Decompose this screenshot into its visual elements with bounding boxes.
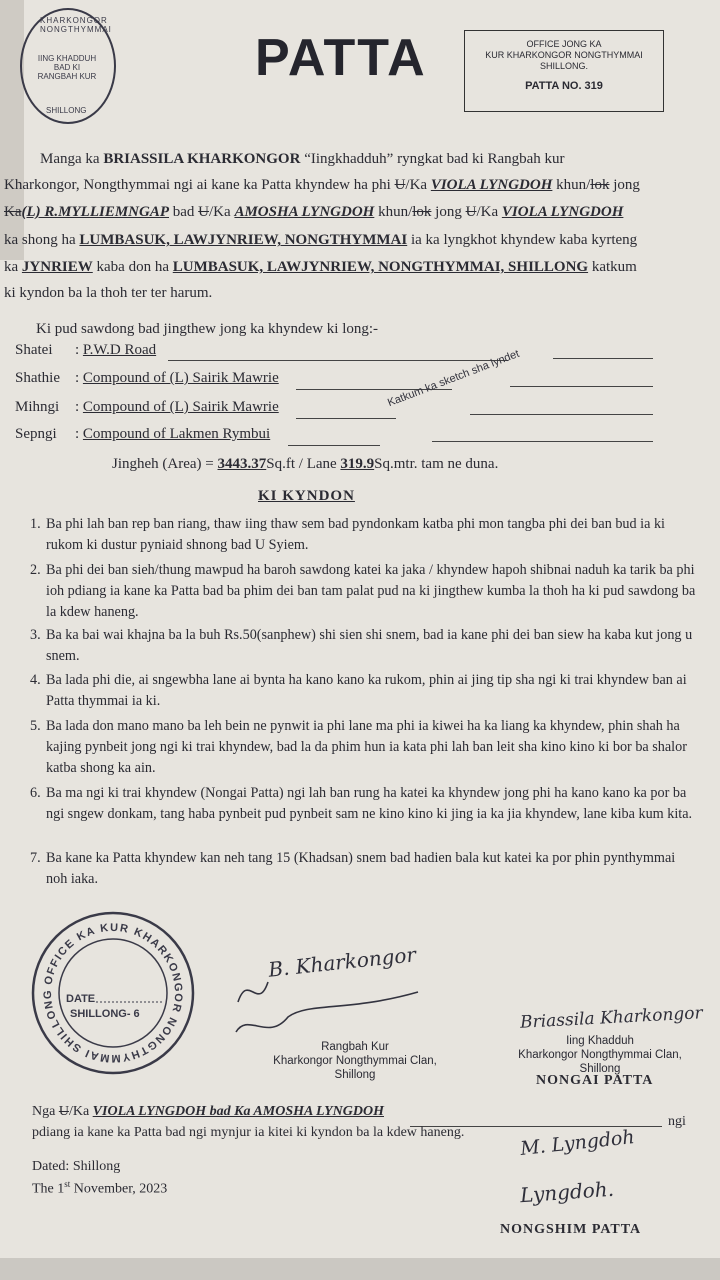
parent-name: (L) R.MYLLIEMNGAP	[21, 204, 169, 220]
condition-text: Ba lada don mano mano ba leh bein ne pynwit ia phi lane ma phi ia kiwei ha ka liang ka khyndew, phin shah ha kajing pynbeit jong ngi ki trai khyndew, bad la da phim hun ia kata phi lah ban leit sha kino kino ki bor ba shalor katba shong ka ain.	[46, 718, 687, 776]
grantor-name: BRIASSILA KHARKONGOR	[103, 151, 301, 167]
condition-item	[30, 625, 698, 667]
condition-item	[30, 783, 698, 825]
condition-number: 2.	[30, 562, 41, 578]
text: bad	[169, 204, 199, 220]
rangbah-signature-block	[260, 1040, 450, 1082]
parent-name: VIOLA LYNGDOH	[501, 204, 624, 220]
struck-text: U	[394, 177, 406, 193]
text: katkum	[588, 259, 637, 275]
text: khun/	[552, 177, 591, 193]
recipient-names: VIOLA LYNGDOH bad Ka AMOSHA LYNGDOH	[92, 1104, 384, 1119]
dated-place: Dated: Shillong	[32, 1159, 121, 1174]
text: “Iingkhadduh” ryngkat bad ki Rangbah kur	[300, 151, 565, 167]
condition-number: 3.	[30, 627, 41, 643]
boundary-row: Mihngi : Compound of (L) Sairik Mawrie	[15, 399, 279, 415]
boundary-value: P.W.D Road	[82, 342, 157, 358]
struck-text: U	[465, 204, 477, 220]
boundaries-intro: Ki pud sawdong bad jingthew jong ka khyndew ki long:-	[36, 321, 379, 337]
text: Sq.mtr. tam ne duna.	[374, 456, 499, 472]
signatory-clan: Kharkongor Nongthymmai Clan,	[273, 1055, 437, 1067]
intro-line-4	[4, 227, 637, 253]
ordinal-suffix: st	[64, 1179, 71, 1189]
intro-line-2	[4, 172, 640, 198]
condition-text: Ba lada phi die, ai sngewbha lane ai bynta ha kano kano ka rukom, phin ai jing tip sha ngi ki trai khyndew ban ai Patta thymmai ia ki.	[46, 672, 687, 709]
struck-text: Ka	[4, 204, 22, 220]
land-name: JYNRIEW	[21, 259, 93, 275]
fill-line	[296, 418, 396, 419]
seal-inner-line: RANGBAH KUR	[37, 72, 97, 81]
condition-number: 1.	[30, 516, 41, 532]
text: ia ka lyngkhot khyndew kaba kyrteng	[407, 232, 638, 248]
seal-arc-text: KHARKONGOR NONGTHYMMAI	[40, 16, 112, 34]
office-box	[464, 30, 664, 112]
handwritten-signature: M. Lyngdoh	[519, 1126, 636, 1160]
signatory-clan: Kharkongor Nongthymmai Clan,	[518, 1049, 682, 1061]
handwritten-signature: Lyngdoh.	[519, 1176, 615, 1208]
recipients-line	[32, 1104, 384, 1120]
top-office-seal	[20, 8, 116, 124]
condition-text: Ba phi lah ban rep ban riang, thaw iing thaw sem bad pyndonkam katba phi mon tangba phi dei ban bud ia ki rukom ki dustur pyniaid shnong bad U Syiem.	[46, 516, 665, 553]
locality: LUMBASUK, LAWJYNRIEW, NONGTHYMMAI	[79, 232, 408, 248]
boundary-label: Shatei	[15, 342, 53, 358]
text: kaba don ha	[92, 259, 173, 275]
text: Kharkongor, Nongthymmai ngi ai kane ka Patta khyndew ha phi	[4, 177, 395, 193]
text: /Ka	[476, 204, 502, 220]
office-line: SHILLONG.	[539, 61, 588, 71]
boundary-label: Shathie	[15, 370, 60, 386]
area-sqmtr: 319.9	[340, 456, 375, 472]
boundary-label: Sepngi	[15, 426, 57, 442]
signature-scribble	[228, 962, 438, 1042]
intro-line-3	[4, 199, 623, 225]
text: khun/	[374, 204, 413, 220]
text: jong	[609, 177, 640, 193]
sketch-annotation: Katkum ka sketch sha lyndet	[386, 347, 522, 410]
document-title: PATTA	[255, 29, 427, 87]
seal-date-label: DATE	[66, 993, 96, 1005]
intro-line-5	[4, 254, 637, 280]
handwritten-signature: B. Kharkongor	[267, 942, 418, 982]
seal-ring-text: OFFICE KA KUR KHARKONGOR NONGTHYMMAI SHILLONG	[41, 921, 185, 1065]
text: The 1	[32, 1181, 65, 1197]
fill-line	[553, 358, 653, 359]
signatory-place: Shillong	[334, 1069, 376, 1081]
boundary-row: Shathie : Compound of (L) Sairik Mawrie	[15, 370, 279, 386]
nongshim-patta-label: NONGSHIM PATTA	[500, 1222, 642, 1237]
iing-signature-block	[510, 1034, 690, 1076]
nongai-patta-label: NONGAI PATTA	[536, 1073, 654, 1088]
text: /Ka	[209, 204, 235, 220]
condition-number: 4.	[30, 672, 41, 688]
svg-text:OFFICE KA KUR KHARKONGOR NONGT	[42, 922, 184, 1064]
handwritten-signature: Briassila Kharkongor	[519, 1003, 704, 1033]
struck-text: U	[58, 1104, 69, 1119]
text: Jingheh (Area) =	[112, 456, 218, 472]
condition-item	[30, 716, 698, 779]
seal-inner-line: IING KHADDUH	[37, 54, 97, 63]
fill-line	[168, 360, 508, 361]
boundary-value: Compound of (L) Sairik Mawrie	[82, 370, 279, 386]
condition-number: 7.	[30, 850, 41, 866]
area-line	[112, 451, 498, 477]
condition-text: Ba phi dei ban sieh/thung mawpud ha baroh sawdong katei ka jaka / khyndew hapoh shibnai naduh ka tarik ba phi ioh pdiang ia kane ka Patta bad ba phim dei ban tam palat pud na ki jingthew kumba la thoh ha ki pud sawdong ba la kdew haneng.	[46, 562, 696, 620]
seal-bottom-text: SHILLONG	[46, 106, 87, 115]
condition-item	[30, 670, 698, 712]
condition-item	[30, 560, 698, 623]
boundary-row: Shatei : P.W.D Road	[15, 342, 157, 358]
condition-item	[30, 848, 698, 890]
text: /Ka	[405, 177, 431, 193]
fill-line	[432, 441, 653, 442]
condition-number: 6.	[30, 785, 41, 801]
grantee-name: VIOLA LYNGDOH	[430, 177, 553, 193]
grantee-name: AMOSHA LYNGDOH	[234, 204, 375, 220]
locality: LUMBASUK, LAWJYNRIEW, NONGTHYMMAI, SHILLONG	[172, 259, 589, 275]
fill-line	[288, 445, 380, 446]
signatory-title: Rangbah Kur	[321, 1041, 389, 1053]
boundary-value: Compound of Lakmen Rymbui	[82, 426, 271, 442]
recipients-ngi: ngi	[668, 1114, 686, 1129]
conditions-heading: KI KYNDON	[258, 488, 355, 504]
condition-text: Ba ka bai wai khajna ba la buh Rs.50(sanphew) shi sien shi snem, bad ia kane phi dei ban siew ha kaba kut jong u snem.	[46, 627, 693, 664]
signatory-place: Shillong	[579, 1063, 621, 1075]
struck-text: lok	[412, 204, 432, 220]
condition-text: Ba kane ka Patta khyndew kan neh tang 15 (Khadsan) snem bad hadien bala kut katei ka por phin pynthymmai noh iaka.	[46, 850, 676, 887]
text: November, 2023	[70, 1181, 168, 1197]
office-line: OFFICE JONG KA	[526, 39, 602, 49]
office-line: KUR KHARKONGOR NONGTHYMMAI	[485, 50, 643, 60]
text: jong	[431, 204, 466, 220]
seal-inner-line: BAD KI	[53, 63, 81, 72]
bottom-shadow	[0, 1258, 720, 1280]
text: ka shong ha	[4, 232, 80, 248]
condition-number: 5.	[30, 718, 41, 734]
struck-text: U	[198, 204, 210, 220]
struck-text: lok	[590, 177, 610, 193]
area-sqft: 3443.37	[217, 456, 267, 472]
boundary-label: Mihngi	[15, 399, 60, 415]
dated-date	[32, 1179, 167, 1198]
condition-item	[30, 514, 698, 556]
boundary-row: Sepngi : Compound of Lakmen Rymbui	[15, 426, 271, 442]
condition-text: Ba ma ngi ki trai khyndew (Nongai Patta) ngi lah ban rung ha katei ka khyndew jong phi ha kano kano ka por ba ngi sngew donkam, tang haba pynbeit pud pynbeit sam ne kino kino ki jing ia ka jia khyndew, lane kiba kum kita.	[46, 785, 693, 822]
signatory-title: Iing Khadduh	[566, 1035, 634, 1047]
text: Manga ka	[40, 151, 104, 167]
seal-place: SHILLONG- 6	[70, 1008, 140, 1020]
intro-line-6: ki kyndon ba la thoh ter ter harum.	[4, 285, 213, 301]
intro-line-1	[40, 146, 565, 172]
text: Nga	[32, 1104, 59, 1119]
patta-number: PATTA NO. 319	[525, 80, 603, 92]
text: ka	[4, 259, 22, 275]
text: Sq.ft / Lane	[266, 456, 341, 472]
recipients-line-2: pdiang ia kane ka Patta bad ngi mynjur ia kitei ki kyndon ba la kdew haneng.	[32, 1125, 465, 1140]
fill-line	[470, 414, 653, 415]
text: /Ka	[68, 1104, 93, 1119]
office-round-seal	[30, 910, 196, 1076]
boundary-value: Compound of (L) Sairik Mawrie	[82, 399, 279, 415]
fill-line	[510, 386, 653, 387]
